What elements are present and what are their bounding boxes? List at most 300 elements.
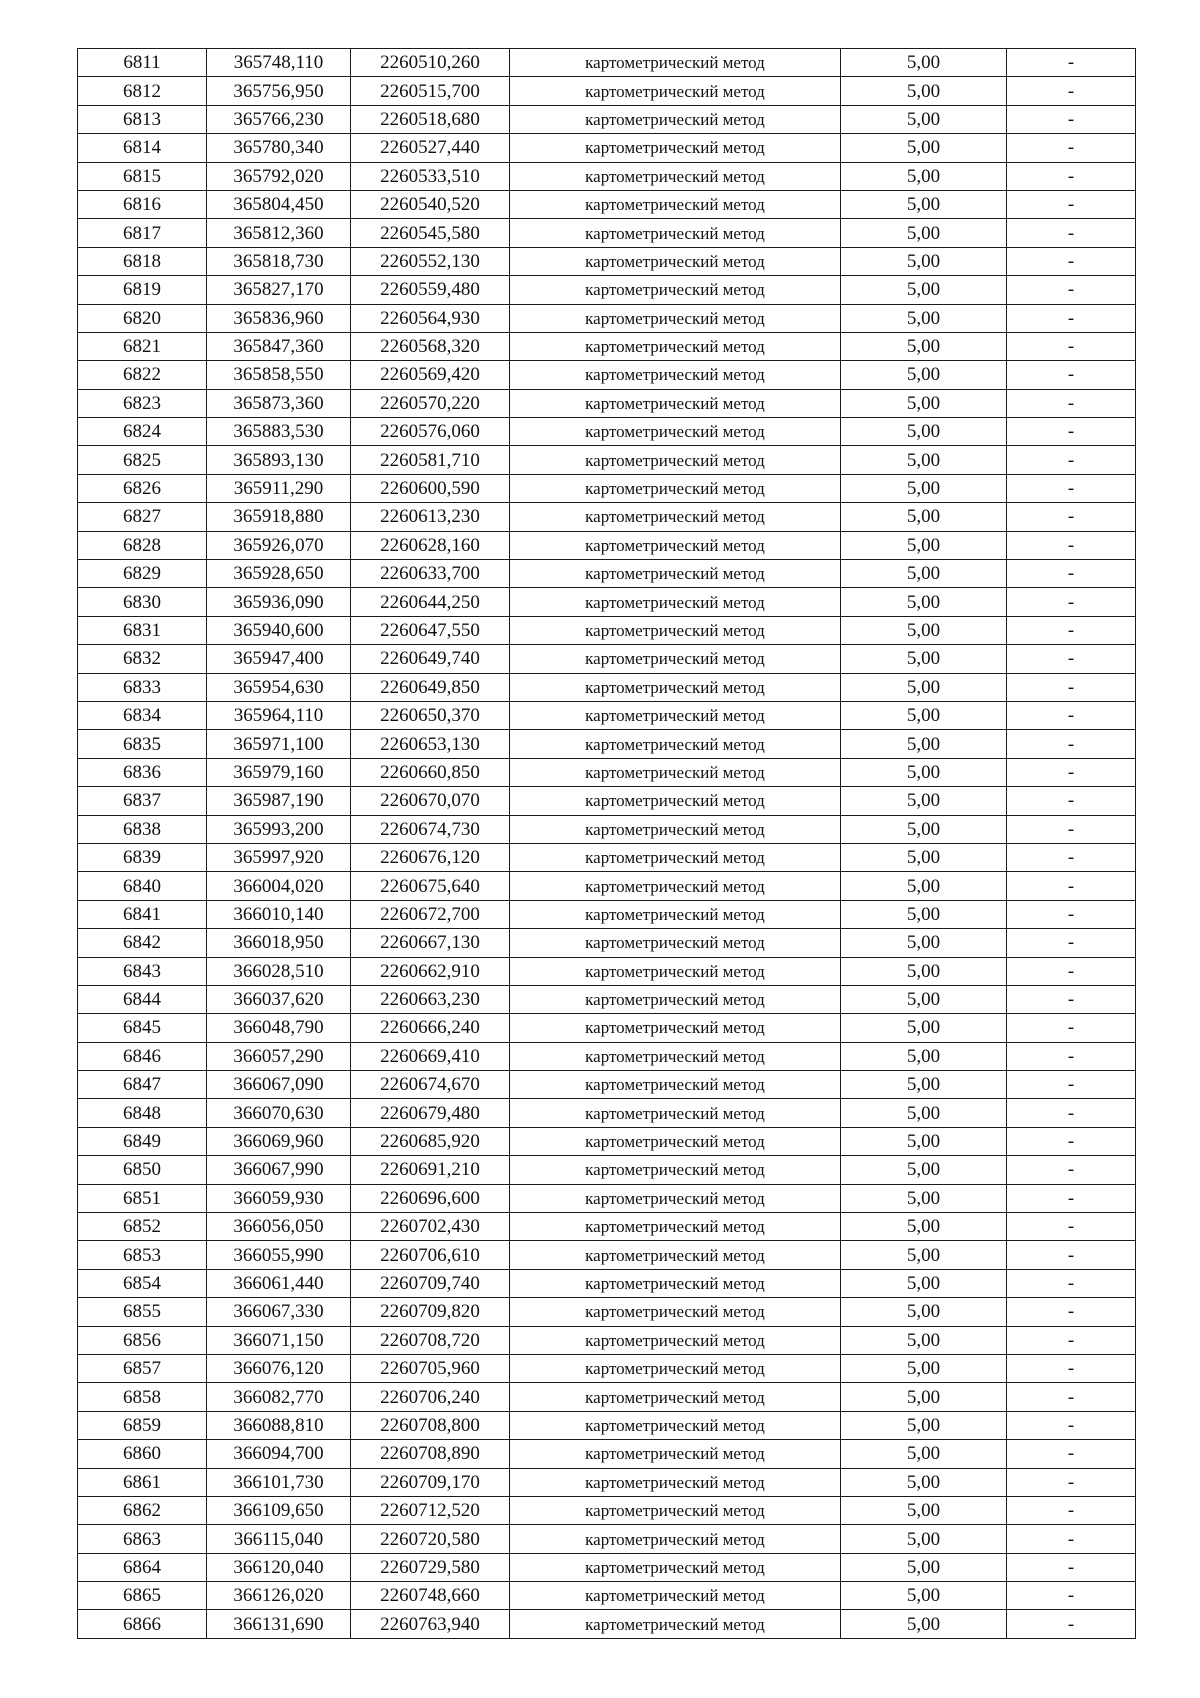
point-number-cell: 6866 [78, 1610, 207, 1638]
accuracy-cell: 5,00 [841, 616, 1007, 644]
x-coordinate-cell: 366070,630 [207, 1099, 351, 1127]
note-cell: - [1007, 1582, 1136, 1610]
x-coordinate-cell: 365756,950 [207, 77, 351, 105]
method-cell: картометрический метод [510, 304, 841, 332]
table-row [78, 1184, 1136, 1212]
point-number-cell: 6843 [78, 957, 207, 985]
table-row [78, 418, 1136, 446]
method-cell: картометрический метод [510, 1553, 841, 1581]
note-cell: - [1007, 1127, 1136, 1155]
x-coordinate-cell: 365954,630 [207, 673, 351, 701]
method-cell: картометрический метод [510, 332, 841, 360]
x-coordinate-cell: 366115,040 [207, 1525, 351, 1553]
method-cell: картометрический метод [510, 645, 841, 673]
accuracy-cell: 5,00 [841, 1071, 1007, 1099]
y-coordinate-cell: 2260763,940 [351, 1610, 510, 1638]
table-row [78, 758, 1136, 786]
method-cell: картометрический метод [510, 134, 841, 162]
accuracy-cell: 5,00 [841, 1582, 1007, 1610]
y-coordinate-cell: 2260669,410 [351, 1042, 510, 1070]
point-number-cell: 6858 [78, 1383, 207, 1411]
table-row [78, 77, 1136, 105]
note-cell: - [1007, 1326, 1136, 1354]
point-number-cell: 6842 [78, 929, 207, 957]
table-row [78, 503, 1136, 531]
y-coordinate-cell: 2260633,700 [351, 560, 510, 588]
method-cell: картометрический метод [510, 1610, 841, 1638]
accuracy-cell: 5,00 [841, 900, 1007, 928]
table-row [78, 787, 1136, 815]
note-cell: - [1007, 1298, 1136, 1326]
point-number-cell: 6826 [78, 474, 207, 502]
note-cell: - [1007, 1411, 1136, 1439]
y-coordinate-cell: 2260675,640 [351, 872, 510, 900]
y-coordinate-cell: 2260708,890 [351, 1440, 510, 1468]
y-coordinate-cell: 2260568,320 [351, 332, 510, 360]
y-coordinate-cell: 2260545,580 [351, 219, 510, 247]
table-row [78, 1156, 1136, 1184]
point-number-cell: 6862 [78, 1496, 207, 1524]
note-cell: - [1007, 1553, 1136, 1581]
accuracy-cell: 5,00 [841, 1269, 1007, 1297]
y-coordinate-cell: 2260674,730 [351, 815, 510, 843]
note-cell: - [1007, 1071, 1136, 1099]
point-number-cell: 6817 [78, 219, 207, 247]
point-number-cell: 6848 [78, 1099, 207, 1127]
note-cell: - [1007, 247, 1136, 275]
method-cell: картометрический метод [510, 560, 841, 588]
y-coordinate-cell: 2260660,850 [351, 758, 510, 786]
method-cell: картометрический метод [510, 1156, 841, 1184]
note-cell: - [1007, 531, 1136, 559]
table-row [78, 361, 1136, 389]
table-row [78, 900, 1136, 928]
method-cell: картометрический метод [510, 1184, 841, 1212]
point-number-cell: 6844 [78, 985, 207, 1013]
point-number-cell: 6823 [78, 389, 207, 417]
x-coordinate-cell: 365926,070 [207, 531, 351, 559]
method-cell: картометрический метод [510, 1127, 841, 1155]
table-row [78, 1383, 1136, 1411]
method-cell: картометрический метод [510, 503, 841, 531]
method-cell: картометрический метод [510, 1582, 841, 1610]
table-row [78, 105, 1136, 133]
accuracy-cell: 5,00 [841, 1411, 1007, 1439]
accuracy-cell: 5,00 [841, 1610, 1007, 1638]
y-coordinate-cell: 2260706,610 [351, 1241, 510, 1269]
point-number-cell: 6824 [78, 418, 207, 446]
x-coordinate-cell: 365936,090 [207, 588, 351, 616]
accuracy-cell: 5,00 [841, 1354, 1007, 1382]
accuracy-cell: 5,00 [841, 588, 1007, 616]
method-cell: картометрический метод [510, 787, 841, 815]
note-cell: - [1007, 418, 1136, 446]
table-row [78, 1525, 1136, 1553]
point-number-cell: 6861 [78, 1468, 207, 1496]
point-number-cell: 6851 [78, 1184, 207, 1212]
method-cell: картометрический метод [510, 673, 841, 701]
point-number-cell: 6833 [78, 673, 207, 701]
note-cell: - [1007, 815, 1136, 843]
y-coordinate-cell: 2260709,170 [351, 1468, 510, 1496]
table-row [78, 1014, 1136, 1042]
point-number-cell: 6811 [78, 49, 207, 77]
y-coordinate-cell: 2260666,240 [351, 1014, 510, 1042]
accuracy-cell: 5,00 [841, 929, 1007, 957]
note-cell: - [1007, 389, 1136, 417]
method-cell: картометрический метод [510, 190, 841, 218]
table-row [78, 588, 1136, 616]
x-coordinate-cell: 365812,360 [207, 219, 351, 247]
point-number-cell: 6839 [78, 843, 207, 871]
method-cell: картометрический метод [510, 588, 841, 616]
point-number-cell: 6821 [78, 332, 207, 360]
method-cell: картометрический метод [510, 1383, 841, 1411]
note-cell: - [1007, 332, 1136, 360]
method-cell: картометрический метод [510, 1411, 841, 1439]
x-coordinate-cell: 366048,790 [207, 1014, 351, 1042]
table-row [78, 474, 1136, 502]
note-cell: - [1007, 1014, 1136, 1042]
table-row [78, 1042, 1136, 1070]
x-coordinate-cell: 365971,100 [207, 730, 351, 758]
method-cell: картометрический метод [510, 1042, 841, 1070]
method-cell: картометрический метод [510, 1468, 841, 1496]
method-cell: картометрический метод [510, 1213, 841, 1241]
y-coordinate-cell: 2260709,820 [351, 1298, 510, 1326]
method-cell: картометрический метод [510, 730, 841, 758]
note-cell: - [1007, 1184, 1136, 1212]
note-cell: - [1007, 872, 1136, 900]
accuracy-cell: 5,00 [841, 247, 1007, 275]
point-number-cell: 6846 [78, 1042, 207, 1070]
note-cell: - [1007, 49, 1136, 77]
table-row [78, 1326, 1136, 1354]
note-cell: - [1007, 446, 1136, 474]
note-cell: - [1007, 673, 1136, 701]
table-row [78, 247, 1136, 275]
accuracy-cell: 5,00 [841, 1440, 1007, 1468]
x-coordinate-cell: 365997,920 [207, 843, 351, 871]
note-cell: - [1007, 1468, 1136, 1496]
point-number-cell: 6822 [78, 361, 207, 389]
x-coordinate-cell: 366037,620 [207, 985, 351, 1013]
table-row [78, 162, 1136, 190]
accuracy-cell: 5,00 [841, 361, 1007, 389]
point-number-cell: 6825 [78, 446, 207, 474]
table-row [78, 446, 1136, 474]
table-row [78, 1610, 1136, 1638]
method-cell: картометрический метод [510, 531, 841, 559]
x-coordinate-cell: 366094,700 [207, 1440, 351, 1468]
x-coordinate-cell: 366069,960 [207, 1127, 351, 1155]
x-coordinate-cell: 365827,170 [207, 276, 351, 304]
point-number-cell: 6849 [78, 1127, 207, 1155]
method-cell: картометрический метод [510, 616, 841, 644]
table-row [78, 673, 1136, 701]
note-cell: - [1007, 162, 1136, 190]
accuracy-cell: 5,00 [841, 843, 1007, 871]
x-coordinate-cell: 365780,340 [207, 134, 351, 162]
point-number-cell: 6827 [78, 503, 207, 531]
table-row [78, 304, 1136, 332]
point-number-cell: 6854 [78, 1269, 207, 1297]
x-coordinate-cell: 365918,880 [207, 503, 351, 531]
accuracy-cell: 5,00 [841, 701, 1007, 729]
table-row [78, 1440, 1136, 1468]
y-coordinate-cell: 2260581,710 [351, 446, 510, 474]
coordinates-table [77, 48, 1136, 1639]
point-number-cell: 6864 [78, 1553, 207, 1581]
method-cell: картометрический метод [510, 162, 841, 190]
accuracy-cell: 5,00 [841, 1241, 1007, 1269]
point-number-cell: 6840 [78, 872, 207, 900]
x-coordinate-cell: 365748,110 [207, 49, 351, 77]
x-coordinate-cell: 366004,020 [207, 872, 351, 900]
x-coordinate-cell: 365804,450 [207, 190, 351, 218]
y-coordinate-cell: 2260663,230 [351, 985, 510, 1013]
y-coordinate-cell: 2260540,520 [351, 190, 510, 218]
accuracy-cell: 5,00 [841, 219, 1007, 247]
x-coordinate-cell: 366067,090 [207, 1071, 351, 1099]
accuracy-cell: 5,00 [841, 1298, 1007, 1326]
point-number-cell: 6834 [78, 701, 207, 729]
method-cell: картометрический метод [510, 1354, 841, 1382]
accuracy-cell: 5,00 [841, 730, 1007, 758]
table-row [78, 389, 1136, 417]
note-cell: - [1007, 1099, 1136, 1127]
point-number-cell: 6837 [78, 787, 207, 815]
accuracy-cell: 5,00 [841, 673, 1007, 701]
note-cell: - [1007, 758, 1136, 786]
table-row [78, 815, 1136, 843]
y-coordinate-cell: 2260570,220 [351, 389, 510, 417]
table-row [78, 276, 1136, 304]
x-coordinate-cell: 366131,690 [207, 1610, 351, 1638]
method-cell: картометрический метод [510, 1241, 841, 1269]
y-coordinate-cell: 2260729,580 [351, 1553, 510, 1581]
point-number-cell: 6816 [78, 190, 207, 218]
table-row [78, 1298, 1136, 1326]
x-coordinate-cell: 366109,650 [207, 1496, 351, 1524]
y-coordinate-cell: 2260564,930 [351, 304, 510, 332]
accuracy-cell: 5,00 [841, 787, 1007, 815]
accuracy-cell: 5,00 [841, 872, 1007, 900]
accuracy-cell: 5,00 [841, 985, 1007, 1013]
note-cell: - [1007, 843, 1136, 871]
x-coordinate-cell: 366055,990 [207, 1241, 351, 1269]
note-cell: - [1007, 645, 1136, 673]
y-coordinate-cell: 2260708,800 [351, 1411, 510, 1439]
y-coordinate-cell: 2260709,740 [351, 1269, 510, 1297]
note-cell: - [1007, 1269, 1136, 1297]
point-number-cell: 6865 [78, 1582, 207, 1610]
x-coordinate-cell: 365940,600 [207, 616, 351, 644]
x-coordinate-cell: 365964,110 [207, 701, 351, 729]
point-number-cell: 6815 [78, 162, 207, 190]
table-row [78, 49, 1136, 77]
x-coordinate-cell: 365911,290 [207, 474, 351, 502]
x-coordinate-cell: 366071,150 [207, 1326, 351, 1354]
table-row [78, 1411, 1136, 1439]
accuracy-cell: 5,00 [841, 1042, 1007, 1070]
y-coordinate-cell: 2260510,260 [351, 49, 510, 77]
accuracy-cell: 5,00 [841, 1496, 1007, 1524]
accuracy-cell: 5,00 [841, 1014, 1007, 1042]
table-row [78, 1269, 1136, 1297]
x-coordinate-cell: 365766,230 [207, 105, 351, 133]
accuracy-cell: 5,00 [841, 332, 1007, 360]
accuracy-cell: 5,00 [841, 190, 1007, 218]
method-cell: картометрический метод [510, 418, 841, 446]
point-number-cell: 6831 [78, 616, 207, 644]
table-row [78, 134, 1136, 162]
y-coordinate-cell: 2260712,520 [351, 1496, 510, 1524]
point-number-cell: 6812 [78, 77, 207, 105]
point-number-cell: 6835 [78, 730, 207, 758]
note-cell: - [1007, 503, 1136, 531]
y-coordinate-cell: 2260672,700 [351, 900, 510, 928]
note-cell: - [1007, 474, 1136, 502]
x-coordinate-cell: 366018,950 [207, 929, 351, 957]
method-cell: картометрический метод [510, 900, 841, 928]
note-cell: - [1007, 1213, 1136, 1241]
method-cell: картометрический метод [510, 1525, 841, 1553]
note-cell: - [1007, 985, 1136, 1013]
point-number-cell: 6820 [78, 304, 207, 332]
y-coordinate-cell: 2260706,240 [351, 1383, 510, 1411]
point-number-cell: 6828 [78, 531, 207, 559]
y-coordinate-cell: 2260576,060 [351, 418, 510, 446]
y-coordinate-cell: 2260691,210 [351, 1156, 510, 1184]
x-coordinate-cell: 366120,040 [207, 1553, 351, 1581]
table-row [78, 332, 1136, 360]
method-cell: картометрический метод [510, 1326, 841, 1354]
x-coordinate-cell: 366067,330 [207, 1298, 351, 1326]
method-cell: картометрический метод [510, 105, 841, 133]
table-row [78, 1468, 1136, 1496]
accuracy-cell: 5,00 [841, 77, 1007, 105]
table-row [78, 872, 1136, 900]
accuracy-cell: 5,00 [841, 531, 1007, 559]
table-row [78, 985, 1136, 1013]
method-cell: картометрический метод [510, 815, 841, 843]
method-cell: картометрический метод [510, 1099, 841, 1127]
accuracy-cell: 5,00 [841, 1468, 1007, 1496]
point-number-cell: 6838 [78, 815, 207, 843]
y-coordinate-cell: 2260674,670 [351, 1071, 510, 1099]
accuracy-cell: 5,00 [841, 276, 1007, 304]
table-row [78, 1241, 1136, 1269]
x-coordinate-cell: 366028,510 [207, 957, 351, 985]
accuracy-cell: 5,00 [841, 1553, 1007, 1581]
y-coordinate-cell: 2260552,130 [351, 247, 510, 275]
y-coordinate-cell: 2260679,480 [351, 1099, 510, 1127]
y-coordinate-cell: 2260708,720 [351, 1326, 510, 1354]
y-coordinate-cell: 2260527,440 [351, 134, 510, 162]
accuracy-cell: 5,00 [841, 162, 1007, 190]
table-row [78, 957, 1136, 985]
method-cell: картометрический метод [510, 219, 841, 247]
table-row [78, 190, 1136, 218]
point-number-cell: 6845 [78, 1014, 207, 1042]
table-row [78, 616, 1136, 644]
point-number-cell: 6857 [78, 1354, 207, 1382]
method-cell: картометрический метод [510, 49, 841, 77]
y-coordinate-cell: 2260705,960 [351, 1354, 510, 1382]
table-row [78, 219, 1136, 247]
y-coordinate-cell: 2260600,590 [351, 474, 510, 502]
y-coordinate-cell: 2260650,370 [351, 701, 510, 729]
x-coordinate-cell: 365836,960 [207, 304, 351, 332]
table-row [78, 1127, 1136, 1155]
x-coordinate-cell: 365818,730 [207, 247, 351, 275]
accuracy-cell: 5,00 [841, 1099, 1007, 1127]
x-coordinate-cell: 366061,440 [207, 1269, 351, 1297]
table-row [78, 701, 1136, 729]
accuracy-cell: 5,00 [841, 503, 1007, 531]
note-cell: - [1007, 361, 1136, 389]
accuracy-cell: 5,00 [841, 1525, 1007, 1553]
y-coordinate-cell: 2260647,550 [351, 616, 510, 644]
x-coordinate-cell: 365979,160 [207, 758, 351, 786]
point-number-cell: 6814 [78, 134, 207, 162]
y-coordinate-cell: 2260649,850 [351, 673, 510, 701]
point-number-cell: 6847 [78, 1071, 207, 1099]
note-cell: - [1007, 1241, 1136, 1269]
accuracy-cell: 5,00 [841, 1383, 1007, 1411]
point-number-cell: 6850 [78, 1156, 207, 1184]
method-cell: картометрический метод [510, 957, 841, 985]
table-row [78, 730, 1136, 758]
method-cell: картометрический метод [510, 701, 841, 729]
x-coordinate-cell: 365893,130 [207, 446, 351, 474]
method-cell: картометрический метод [510, 758, 841, 786]
x-coordinate-cell: 365928,650 [207, 560, 351, 588]
note-cell: - [1007, 787, 1136, 815]
x-coordinate-cell: 366057,290 [207, 1042, 351, 1070]
accuracy-cell: 5,00 [841, 560, 1007, 588]
table-row [78, 1496, 1136, 1524]
y-coordinate-cell: 2260696,600 [351, 1184, 510, 1212]
x-coordinate-cell: 365883,530 [207, 418, 351, 446]
note-cell: - [1007, 1610, 1136, 1638]
x-coordinate-cell: 366056,050 [207, 1213, 351, 1241]
y-coordinate-cell: 2260662,910 [351, 957, 510, 985]
accuracy-cell: 5,00 [841, 815, 1007, 843]
table-row [78, 645, 1136, 673]
point-number-cell: 6829 [78, 560, 207, 588]
x-coordinate-cell: 365847,360 [207, 332, 351, 360]
note-cell: - [1007, 929, 1136, 957]
point-number-cell: 6852 [78, 1213, 207, 1241]
y-coordinate-cell: 2260676,120 [351, 843, 510, 871]
method-cell: картометрический метод [510, 361, 841, 389]
point-number-cell: 6863 [78, 1525, 207, 1553]
note-cell: - [1007, 219, 1136, 247]
note-cell: - [1007, 304, 1136, 332]
accuracy-cell: 5,00 [841, 134, 1007, 162]
y-coordinate-cell: 2260628,160 [351, 531, 510, 559]
y-coordinate-cell: 2260533,510 [351, 162, 510, 190]
note-cell: - [1007, 1156, 1136, 1184]
x-coordinate-cell: 365987,190 [207, 787, 351, 815]
note-cell: - [1007, 1440, 1136, 1468]
method-cell: картометрический метод [510, 843, 841, 871]
x-coordinate-cell: 366076,120 [207, 1354, 351, 1382]
note-cell: - [1007, 77, 1136, 105]
y-coordinate-cell: 2260748,660 [351, 1582, 510, 1610]
